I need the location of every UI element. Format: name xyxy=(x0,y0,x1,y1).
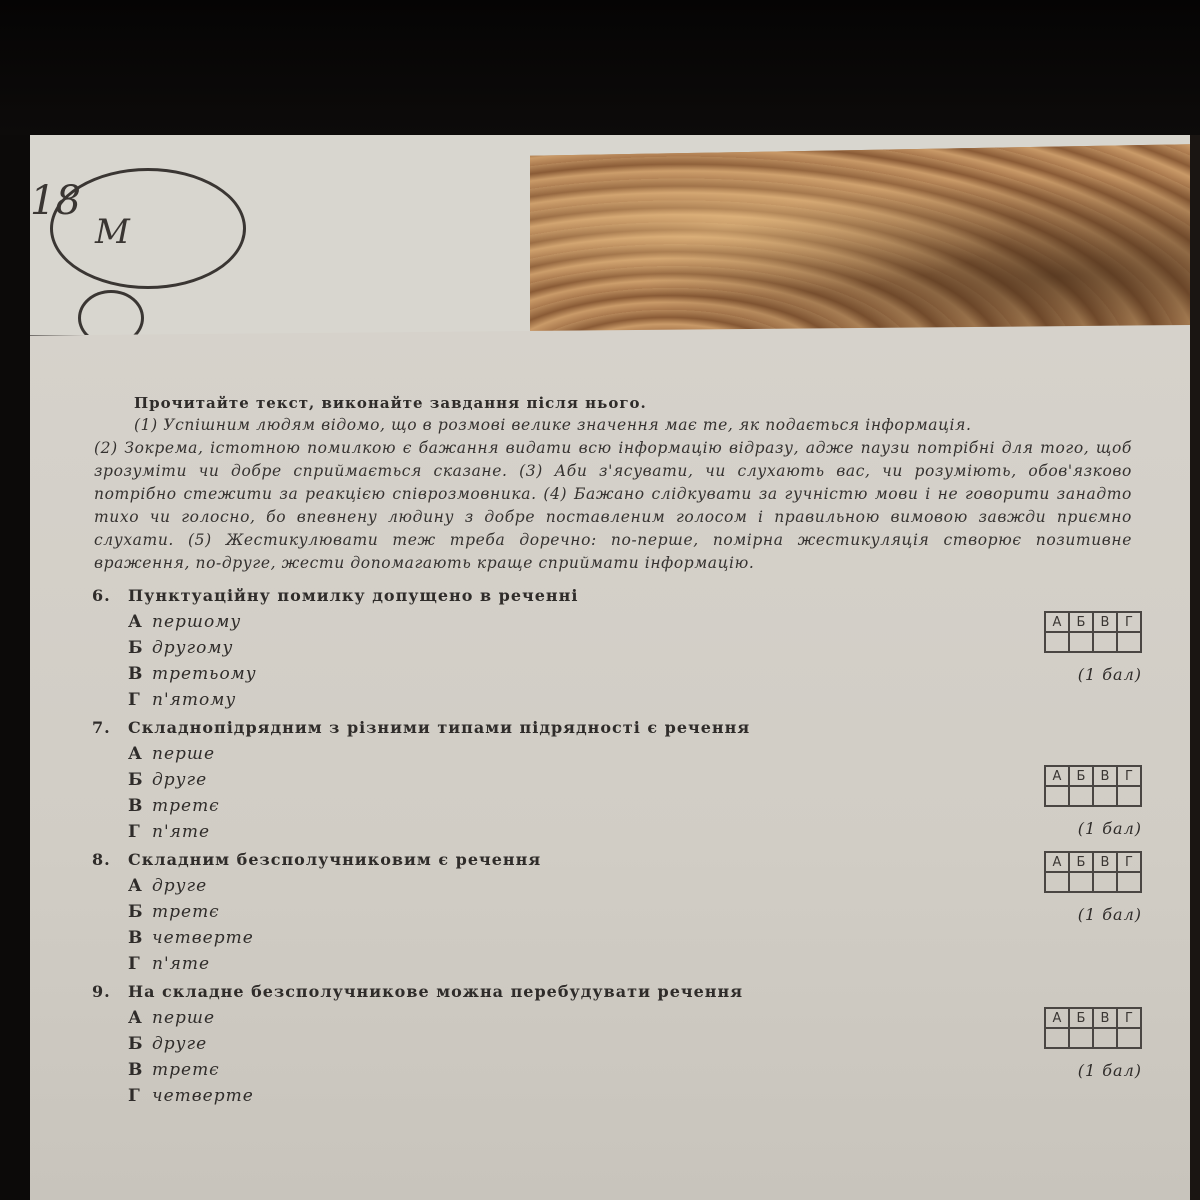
grid-cell-d[interactable] xyxy=(1117,632,1141,652)
grid-cell-c[interactable] xyxy=(1093,786,1117,806)
grid-header-d: Г xyxy=(1117,852,1141,872)
grid-cell-a[interactable] xyxy=(1045,786,1069,806)
grid-header-c: В xyxy=(1093,852,1117,872)
question-number: 8. xyxy=(92,850,111,869)
option-c[interactable]: В четверте xyxy=(128,928,254,948)
grid-header-b: Б xyxy=(1069,766,1093,786)
grid-header-d: Г xyxy=(1117,1008,1141,1028)
grid-cell-a[interactable] xyxy=(1045,872,1069,892)
dark-background-top xyxy=(0,0,1200,135)
grid-header-c: В xyxy=(1093,766,1117,786)
grid-header-b: Б xyxy=(1069,1008,1093,1028)
answer-options xyxy=(128,741,1152,845)
grid-cell-b[interactable] xyxy=(1069,872,1093,892)
option-c[interactable]: В третє xyxy=(128,796,220,816)
grid-header-b: Б xyxy=(1069,612,1093,632)
score-label: (1 бал) xyxy=(1077,905,1142,924)
question-number: 7. xyxy=(92,718,111,737)
answer-grid xyxy=(1044,611,1142,653)
option-c[interactable]: В третьому xyxy=(128,664,257,684)
reading-passage xyxy=(94,414,1132,575)
grid-cell-c[interactable] xyxy=(1093,632,1117,652)
question-number: 9. xyxy=(92,982,111,1001)
question-6 xyxy=(62,583,1152,713)
grid-cell-d[interactable] xyxy=(1117,786,1141,806)
passage-sentences-2-5: (2) Зокрема, істотною помилкою є бажання видати всю інформацію відразу, адже паузи потрібні для того, щоб зрозуміти чи добре сприймається сказане. (3) Аби з'ясувати, чи слухають вас, чи розуміють, обов'язково потрібно стежити за реакцією співрозмовника. (4) Бажано слідкувати за гучністю мови і не говорити занадто тихо чи голосно, бо впевнену людину з добре поставленим голосом і правильною вимовою завжди приємно слухати. (5) Жестикулювати теж треба доречно: по-перше, помірна жестикуляція створює позитивне враження, по-друге, жести допомагають краще сприймати інформацію. xyxy=(94,439,1132,572)
grid-header-a: А xyxy=(1045,852,1069,872)
option-b[interactable]: Б друге xyxy=(128,1034,208,1054)
handwritten-number: 18 xyxy=(30,178,81,224)
option-b[interactable]: Б третє xyxy=(128,902,220,922)
option-b[interactable]: Б друге xyxy=(128,770,208,790)
score-label: (1 бал) xyxy=(1077,1061,1142,1080)
answer-grid xyxy=(1044,765,1142,807)
question-stem: Складнопідрядним з різними типами підрядності є речення xyxy=(128,718,751,737)
score-label: (1 бал) xyxy=(1077,819,1142,838)
answer-grid xyxy=(1044,1007,1142,1049)
option-c[interactable]: В третє xyxy=(128,1060,220,1080)
answer-grid xyxy=(1044,851,1142,893)
grid-cell-c[interactable] xyxy=(1093,1028,1117,1048)
question-7 xyxy=(62,715,1152,845)
option-d[interactable]: Г п'ятому xyxy=(128,690,237,710)
grid-cell-a[interactable] xyxy=(1045,1028,1069,1048)
option-a[interactable]: А першому xyxy=(128,612,242,632)
task-instruction: Прочитайте текст, виконайте завдання після нього. xyxy=(134,394,647,412)
grid-header-b: Б xyxy=(1069,852,1093,872)
question-number: 6. xyxy=(92,586,111,605)
answer-options xyxy=(128,1005,1152,1109)
option-d[interactable]: Г четверте xyxy=(128,1086,254,1106)
handwritten-letter: М xyxy=(95,212,130,252)
grid-header-d: Г xyxy=(1117,766,1141,786)
grid-cell-b[interactable] xyxy=(1069,786,1093,806)
grid-header-a: А xyxy=(1045,612,1069,632)
grid-header-c: В xyxy=(1093,1008,1117,1028)
grid-cell-b[interactable] xyxy=(1069,632,1093,652)
grid-cell-a[interactable] xyxy=(1045,632,1069,652)
option-a[interactable]: А друге xyxy=(128,876,208,896)
option-a[interactable]: А перше xyxy=(128,744,216,764)
passage-sentence-1: (1) Успішним людям відомо, що в розмові велике значення має те, як подається інформація. xyxy=(134,416,972,434)
question-8 xyxy=(62,847,1152,977)
question-stem: Пунктуаційну помилку допущено в реченні xyxy=(128,586,579,605)
option-d[interactable]: Г п'яте xyxy=(128,822,211,842)
score-label: (1 бал) xyxy=(1077,665,1142,684)
grid-cell-c[interactable] xyxy=(1093,872,1117,892)
option-a[interactable]: А перше xyxy=(128,1008,216,1028)
grid-header-a: А xyxy=(1045,766,1069,786)
grid-cell-b[interactable] xyxy=(1069,1028,1093,1048)
grid-cell-d[interactable] xyxy=(1117,1028,1141,1048)
wooden-surface xyxy=(530,144,1190,341)
answer-options xyxy=(128,609,1152,713)
grid-header-c: В xyxy=(1093,612,1117,632)
dark-background-edge xyxy=(1190,135,1200,1200)
grid-header-a: А xyxy=(1045,1008,1069,1028)
answer-options xyxy=(128,873,1152,977)
worksheet-content xyxy=(62,392,1152,1109)
question-9 xyxy=(62,979,1152,1109)
question-stem: Складним безсполучниковим є речення xyxy=(128,850,542,869)
option-b[interactable]: Б другому xyxy=(128,638,234,658)
question-stem: На складне безсполучникове можна перебудувати речення xyxy=(128,982,744,1001)
option-d[interactable]: Г п'яте xyxy=(128,954,211,974)
grid-cell-d[interactable] xyxy=(1117,872,1141,892)
grid-header-d: Г xyxy=(1117,612,1141,632)
